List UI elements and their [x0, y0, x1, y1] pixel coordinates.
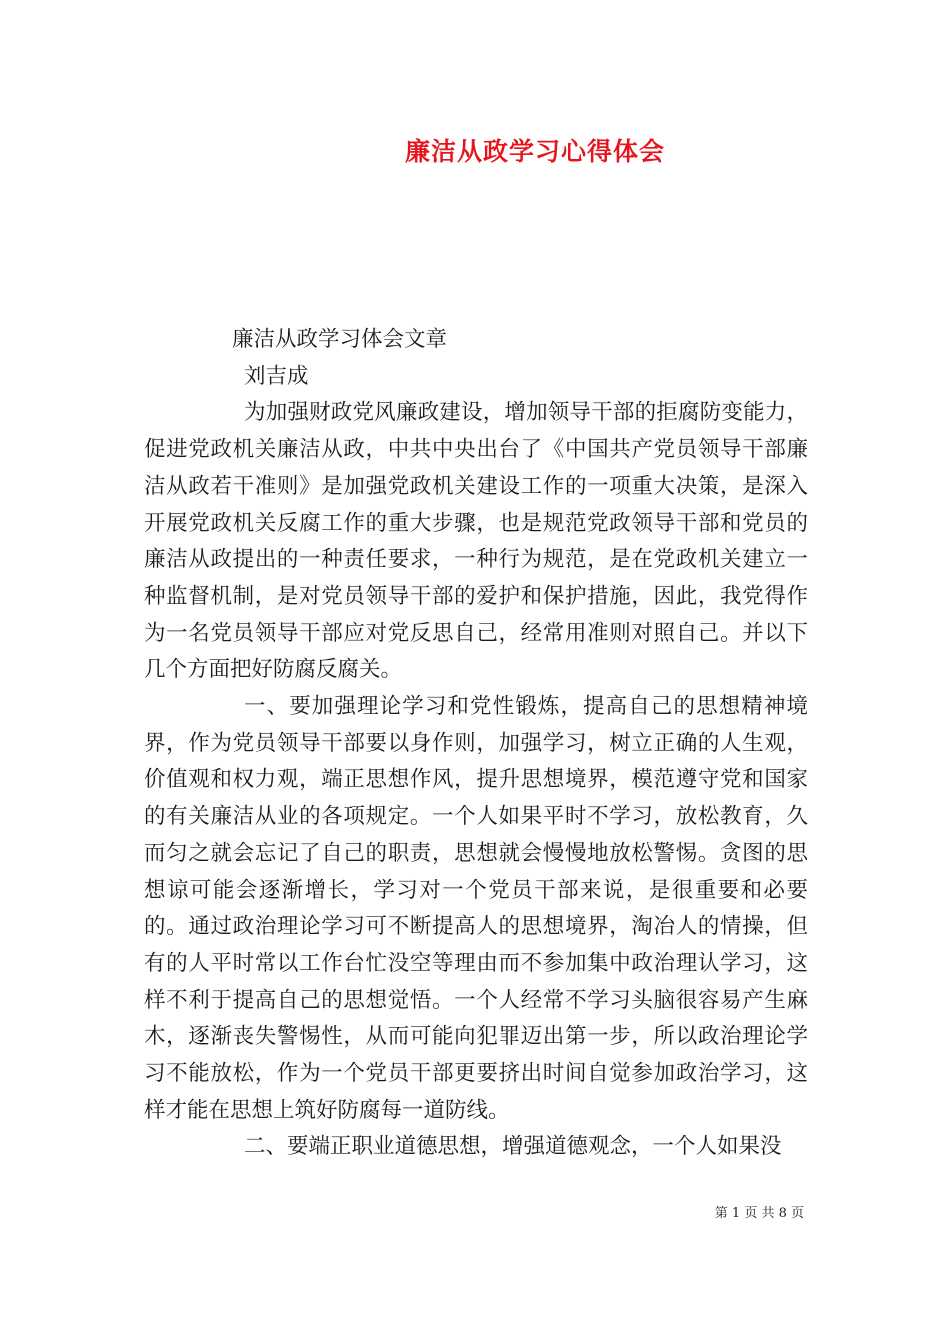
author-name: 刘吉成: [244, 363, 309, 389]
paragraph-intro: 为加强财政党风廉政建设，增加领导干部的拒腐防变能力，促进党政机关廉洁从政，中共中央出台了《中国共产党员领导干部廉洁从政若干准则》是加强党政机关建设工作的一项重大决策，是深入开展党政机关反腐工作的重大步骤，也是规范党政领导干部和党员的廉洁从政提出的一种责任要求，一种行为规范，是在党政机关建立一种监督机制，是对党员领导干部的爱护和保护措施，因此，我党得作为一名党员领导干部应对党反思自己，经常用准则对照自己。并以下几个方面把好防腐反腐关。: [144, 400, 808, 683]
paragraph-section-two: 二、要端正职业道德思想，增强道德观念，一个人如果没: [244, 1134, 782, 1160]
page-title: 廉洁从政学习心得体会: [404, 137, 665, 166]
page-footer: 第 1 页 共 8 页: [714, 1206, 804, 1221]
article-subtitle: 廉洁从政学习体会文章: [232, 327, 448, 352]
paragraph-section-one: 一、要加强理论学习和党性锻炼，提高自己的思想精神境界，作为党员领导干部要以身作则，加强学习，树立正确的人生观，价值观和权力观，端正思想作风，提升思想境界，模范遵守党和国家的有关廉洁从业的各项规定。一个人如果平时不学习，放松教育，久而匀之就会忘记了自己的职责，思想就会慢慢地放松警惕。贪图的思想谅可能会逐渐增长，学习对一个党员干部来说，是很重要和必要的。通过政治理论学习可不断提高人的思想境界，淘冶人的情操，但有的人平时常以工作台忙没空等理由而不参加集中政治理认学习，这样不利于提高自己的思想觉悟。一个人经常不学习头脑很容易产生麻木，逐渐丧失警惕性，从而可能向犯罪迈出第一步，所以政治理论学习不能放松，作为一个党员干部更要挤出时间自觉参加政治学习，这样才能在思想上筑好防腐每一道防线。: [144, 694, 808, 1123]
document-body: [144, 322, 808, 1166]
